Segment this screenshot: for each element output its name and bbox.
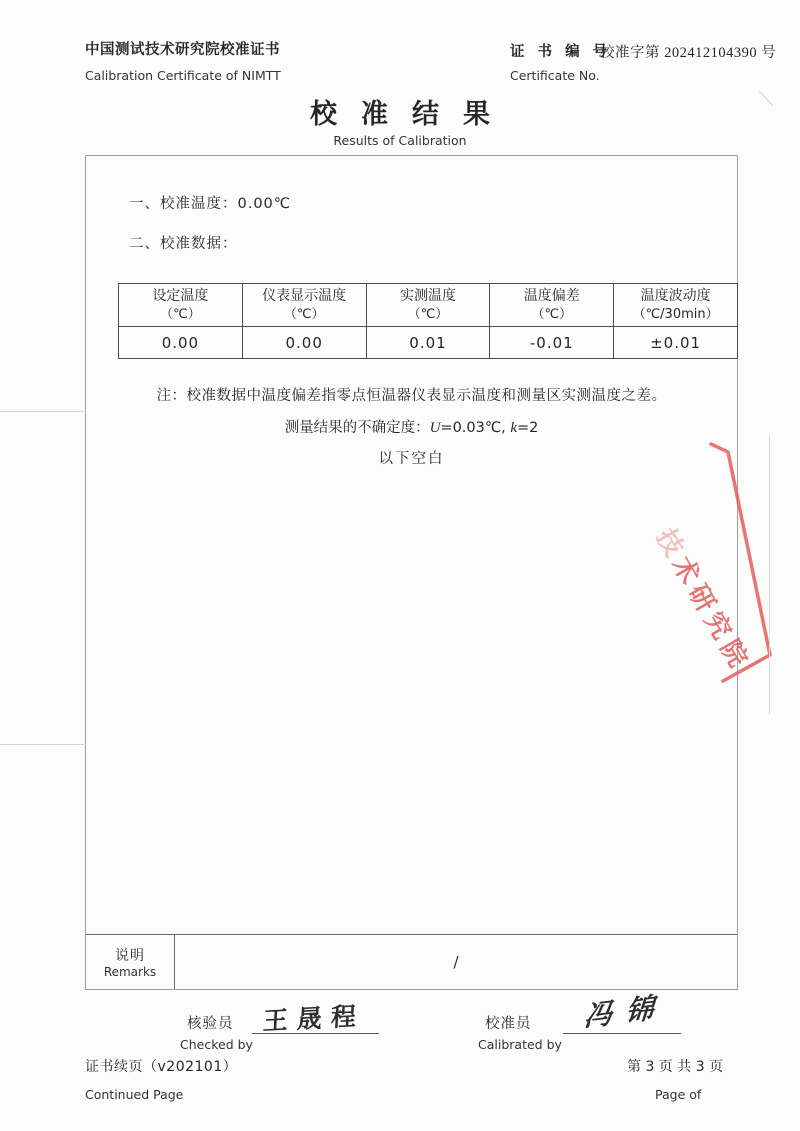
uncertainty-k-value: =2 <box>517 420 539 436</box>
uncertainty-line <box>86 416 737 437</box>
uncertainty-k-symbol: k <box>510 420 518 436</box>
main-content-box <box>85 155 738 990</box>
checked-by-label-en: Checked by <box>180 1037 253 1052</box>
remarks-label-cell <box>86 935 175 989</box>
checked-signature-line <box>252 1033 379 1034</box>
calibration-data-table <box>118 283 738 359</box>
footer-continued-page-en: Continued Page <box>85 1087 184 1102</box>
table-data-row <box>119 327 738 359</box>
value-temp-fluctuation: ±0.01 <box>614 327 738 359</box>
calibrated-by-label-cn: 校准员 <box>485 1016 532 1032</box>
blank-below-line: 以下空白 <box>378 451 445 467</box>
certificate-no-label-cn: 证 书 编 号 <box>510 44 612 60</box>
certificate-no-label-en: Certificate No. <box>510 68 600 83</box>
footer-page-number-en: Page of <box>655 1087 702 1102</box>
value-temp-deviation: -0.01 <box>490 327 614 359</box>
footer-page-number-cn: 第 3 页 共 3 页 <box>627 1059 724 1075</box>
header-cell-set-temp: 设定温度 （℃） <box>119 284 243 327</box>
certificate-no-value: 校准字第 202412104390 号 <box>600 45 777 61</box>
remarks-content: / <box>453 953 459 971</box>
stamp-text: 技术研究院 <box>649 524 756 678</box>
scan-fold-line-upper <box>0 411 86 412</box>
remarks-label-en: Remarks <box>103 965 157 979</box>
table-header-row <box>119 284 738 327</box>
calibrated-by-label-en: Calibrated by <box>478 1037 562 1052</box>
remarks-row <box>86 934 737 989</box>
calibrated-by-signature: 冯锦 <box>582 989 670 1034</box>
header-cell-measured-temp: 实测温度 （℃） <box>366 284 490 327</box>
calibration-temperature-line: 一、校准温度：0.00℃ <box>129 196 292 212</box>
value-set-temp: 0.00 <box>119 327 243 359</box>
scan-fold-line-lower <box>0 744 86 745</box>
header-cell-indicated-temp: 仪表显示温度 （℃） <box>242 284 366 327</box>
checked-by-label-cn: 核验员 <box>187 1016 234 1032</box>
org-title-en: Calibration Certificate of NIMTT <box>85 68 281 83</box>
remarks-label-cn: 说明 <box>115 948 145 964</box>
checked-by-signature: 王晟程 <box>262 1001 366 1036</box>
uncertainty-u-value: =0.03℃, <box>440 420 511 436</box>
uncertainty-prefix: 测量结果的不确定度： <box>284 420 430 436</box>
org-title-cn: 中国测试技术研究院校准证书 <box>85 42 280 58</box>
header-cell-temp-deviation: 温度偏差 （℃） <box>490 284 614 327</box>
note-line: 注：校准数据中温度偏差指零点恒温器仪表显示温度和测量区实测温度之差。 <box>156 388 667 404</box>
page-title: 校准结果 <box>310 99 514 130</box>
uncertainty-u-symbol: U <box>429 420 441 436</box>
value-measured-temp: 0.01 <box>366 327 490 359</box>
footer-continued-page-cn: 证书续页（v202101） <box>85 1059 238 1075</box>
calibrated-signature-line <box>563 1033 681 1034</box>
page-subtitle: Results of Calibration <box>333 133 467 148</box>
calibration-data-line: 二、校准数据： <box>129 236 238 252</box>
value-indicated-temp: 0.00 <box>242 327 366 359</box>
header-cell-temp-fluctuation: 温度波动度 （℃/30min） <box>614 284 738 327</box>
scan-edge-line <box>769 436 770 714</box>
